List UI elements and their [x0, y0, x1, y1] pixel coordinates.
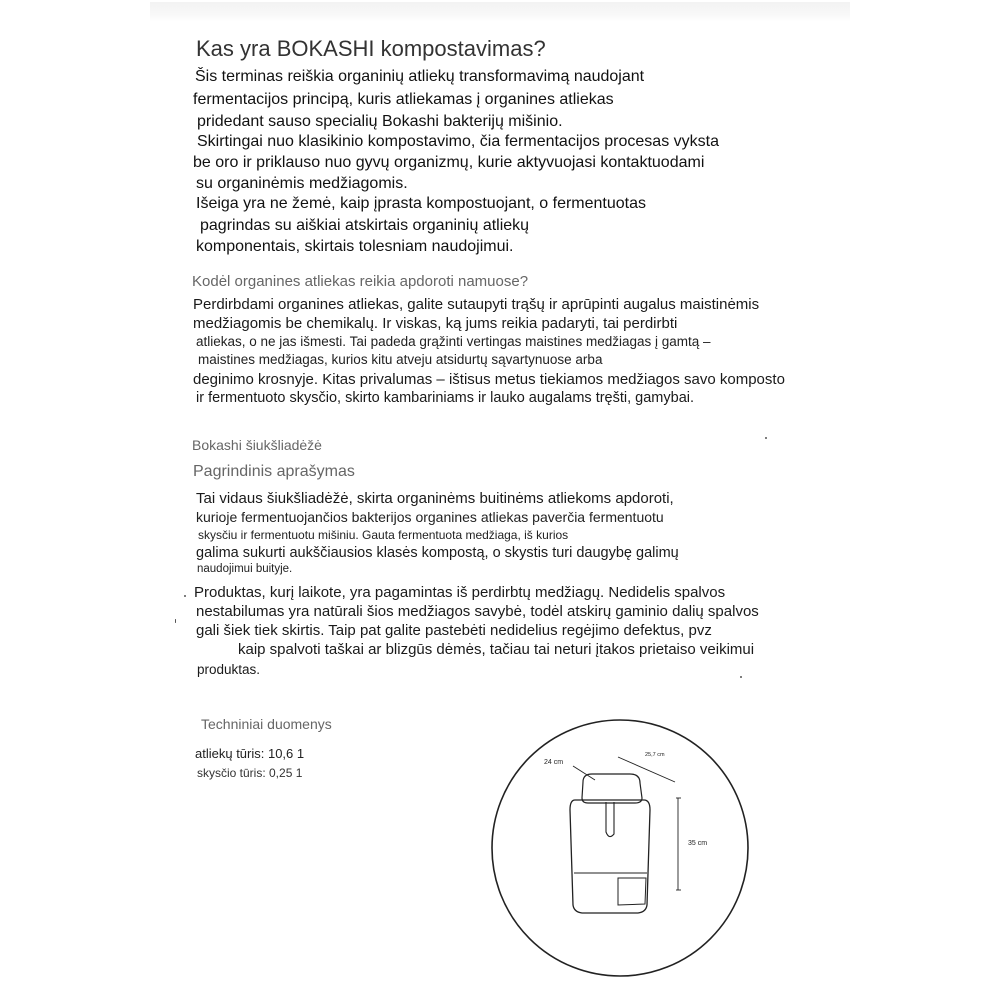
dim-height-label: 35 cm [688, 840, 708, 847]
note-line: produktas. [197, 662, 261, 677]
why-line: medžiagomis be chemikalų. Ir viskas, ką jums reikia padaryti, tai perdirbti [193, 315, 678, 332]
description-line: skysčiu ir fermentuotu mišiniu. Gauta fermentuota medžiaga, iš kurios [198, 528, 569, 542]
intro-line: Išeiga yra ne žemė, kaip įprasta kompostuojant, o fermentuotas [196, 195, 647, 212]
why-line: Perdirbdami organines atliekas, galite sutaupyti trąšų ir aprūpinti augalus maistinėmis [193, 296, 760, 313]
intro-line: pridedant sauso specialių Bokashi bakterijų mišinio. [197, 113, 563, 130]
dim-width-line [618, 757, 675, 782]
section-heading-why: Kodėl organines atliekas reikia apdoroti namuose? [192, 273, 529, 290]
description-line: kurioje fermentuojančios bakterijos organines atliekas paverčia fermentuotu [196, 509, 664, 525]
why-line: ir fermentuoto skysčio, skirto kambariniams ir lauko augalams tręšti, gamybai. [196, 390, 695, 406]
note-line: gali šiek tiek skirtis. Taip pat galite pastebėti nedidelius regėjimo defektus, pvz [196, 622, 712, 639]
description-line: galima sukurti aukščiausios klasės kompostą, o skystis turi daugybę galimų [196, 545, 679, 561]
intro-line: Šis terminas reiškia organinių atliekų transformavimą naudojant [195, 68, 645, 85]
intro-line: be oro ir priklauso nuo gyvų organizmų, kurie aktyvuojasi kontaktuodami [193, 154, 705, 171]
note-line: kaip spalvoti taškai ar blizgūs dėmės, tačiau tai neturi įtakos prietaiso veikimui [238, 641, 755, 658]
description-line: Tai vidaus šiukšliadėžė, skirta organinėms buitinėms atliekoms apdoroti, [196, 490, 674, 507]
section-heading-bin: Bokashi šiukšliadėžė [192, 437, 322, 453]
page-title: Kas yra BOKASHI kompostavimas? [196, 36, 546, 61]
bin-drawer [618, 878, 646, 905]
intro-line: su organinėmis medžiagomis. [196, 175, 408, 192]
why-line: maistines medžiagas, kurios kitu atveju atsidurtų sąvartynuose arba [198, 352, 603, 367]
bin-handle [606, 802, 614, 837]
intro-line: komponentais, skirtais tolesniam naudojimui. [196, 238, 514, 255]
bin-lid [582, 774, 642, 803]
scan-bleed-through [150, 2, 850, 22]
spec-waste-volume: atliekų tūris: 10,6 1 [195, 746, 305, 761]
specs-heading: Techniniai duomenys [201, 716, 332, 732]
dim-depth-label: 24 cm [544, 759, 564, 766]
intro-line: pagrindas su aiškiai atskirtais organinių atliekų [200, 217, 530, 234]
why-line: atliekas, o ne jas išmesti. Tai padeda grąžinti vertingas maistines medžiagas į gamtą – [196, 334, 711, 349]
scan-speck [175, 619, 176, 623]
diagram-circle [492, 720, 748, 976]
dim-width-label: 25,7 cm [645, 752, 665, 758]
spec-liquid-volume: skysčio tūris: 0,25 1 [197, 766, 303, 780]
scan-speck [740, 676, 742, 678]
section-subheading-description: Pagrindinis aprašymas [193, 463, 355, 480]
description-line: naudojimui buityje. [197, 563, 293, 575]
bin-dimension-diagram [470, 700, 770, 1000]
note-line: nestabilumas yra natūrali šios medžiagos savybė, todėl atskirų gaminio dalių spalvos [196, 603, 759, 620]
intro-line: fermentacijos principą, kuris atliekamas į organines atliekas [193, 91, 614, 108]
why-line: deginimo krosnyje. Kitas privalumas – ištisus metus tiekiamos medžiagos savo komposto [193, 371, 785, 388]
bin-body [570, 800, 650, 913]
scan-speck [765, 437, 767, 439]
note-line: Produktas, kurį laikote, yra pagamintas iš perdirbtų medžiagų. Nedidelis spalvos [194, 584, 726, 601]
intro-line: Skirtingai nuo klasikinio kompostavimo, čia fermentacijos procesas vyksta [197, 133, 719, 150]
scan-speck [184, 595, 186, 597]
